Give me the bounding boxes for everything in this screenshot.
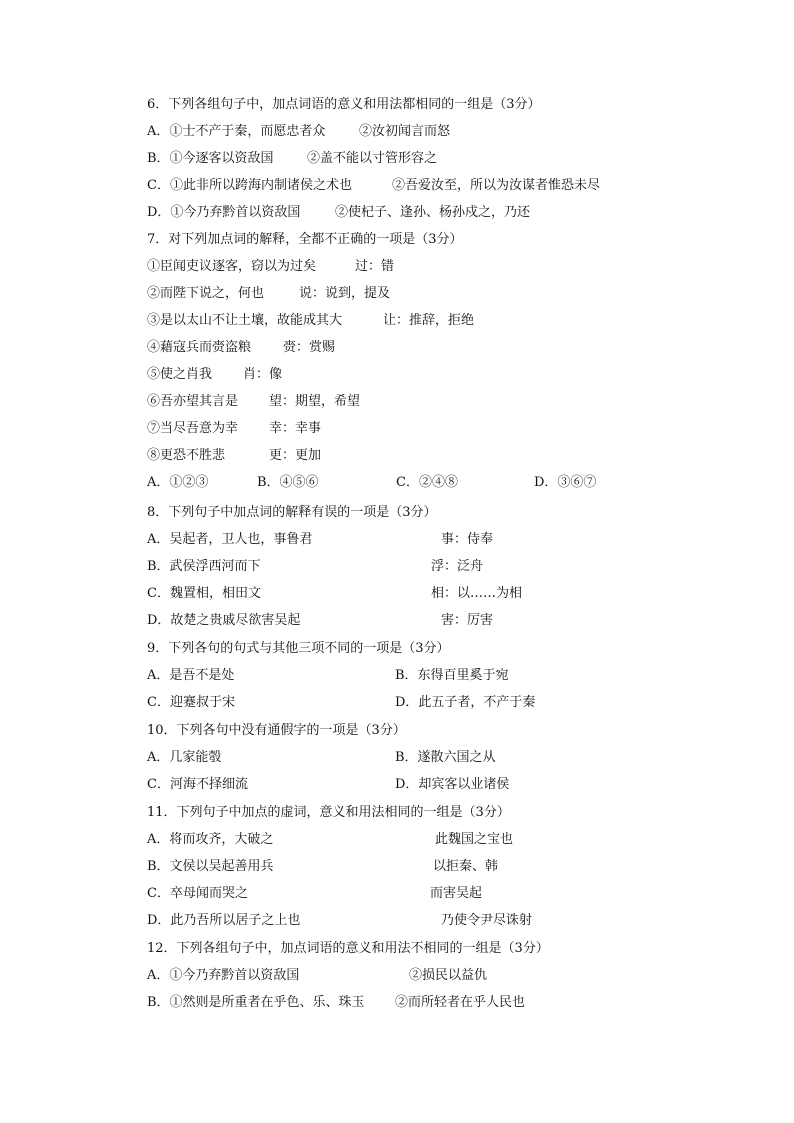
q8-c-sentence: C．魏置相，相田文 [147, 586, 261, 601]
q8-b-gloss: 浮：泛舟 [431, 559, 484, 574]
q7-stem: 7．对下列加点词的解释，全都不正确的一项是（3分） [147, 232, 463, 247]
q8-a-sentence: A．吴起者，卫人也，事鲁君 [147, 532, 313, 547]
q9-option-b: B．东得百里奚于宛 [395, 668, 509, 683]
q6-d-part1: D．①今乃弃黔首以资敌国 [147, 205, 301, 220]
q7-item-4-sentence: ④藉寇兵而赍盗粮 [147, 340, 252, 355]
q11-b-part1: B．文侯以吴起善用兵 [147, 859, 274, 874]
q6-b-part2: ②盖不能以寸管形容之 [307, 151, 438, 166]
q7-item-6-gloss: 望：期望，希望 [269, 394, 361, 409]
q11-stem: 11．下列句子中加点的虚词，意义和用法相同的一组是（3分） [147, 805, 510, 820]
q7-item-2-gloss: 说：说到，提及 [299, 286, 391, 301]
q7-item-5-gloss: 肖：像 [243, 367, 283, 382]
q7-item-4-gloss: 赍：赏赐 [283, 340, 336, 355]
q11-a-part1: A．将而攻齐，大破之 [147, 832, 274, 847]
q12-b-part2: ②而所轻者在乎人民也 [395, 995, 526, 1010]
q10-option-b: B．遂散六国之从 [395, 750, 496, 765]
q9-stem: 9．下列各句的句式与其他三项不同的一项是（3分） [147, 641, 450, 656]
q10-option-c: C．河海不择细流 [147, 777, 248, 792]
q7-item-5-sentence: ⑤使之肖我 [147, 367, 213, 382]
q10-option-a: A．几家能彀 [147, 750, 222, 765]
q7-option-a: A．①②③ [147, 475, 209, 490]
q12-b-part1: B．①然则是所重者在乎色、乐、珠玉 [147, 995, 365, 1010]
q7-item-7-sentence: ⑦当尽吾意为幸 [147, 421, 239, 436]
q8-b-sentence: B．武侯浮西河而下 [147, 559, 261, 574]
q6-a-part1: A．①士不产于秦，而愿忠者众 [147, 124, 326, 139]
q7-item-6-sentence: ⑥吾亦望其言是 [147, 394, 239, 409]
q7-option-b: B．④⑤⑥ [257, 475, 319, 490]
q7-item-8-sentence: ⑧更恐不胜悲 [147, 448, 226, 463]
q6-d-part2: ②使杞子、逢孙、杨孙戍之，乃还 [335, 205, 531, 220]
q9-option-d: D．此五子者，不产于秦 [395, 695, 536, 710]
q7-item-3-gloss: 让：推辞，拒绝 [383, 313, 475, 328]
q7-item-2-sentence: ②而陛下说之，何也 [147, 286, 265, 301]
q7-option-c: C．②④⑧ [396, 475, 458, 490]
q9-option-c: C．迎蹇叔于宋 [147, 695, 235, 710]
q11-d-part1: D．此乃吾所以居子之上也 [147, 913, 301, 928]
q12-a-part2: ②损民以益仇 [409, 968, 488, 983]
q6-c-part1: C．①此非所以跨海内制诸侯之术也 [147, 178, 352, 193]
q7-option-d: D．③⑥⑦ [534, 475, 597, 490]
q10-stem: 10．下列各句中没有通假字的一项是（3分） [147, 723, 406, 738]
q7-item-3-sentence: ③是以太山不让土壤，故能成其大 [147, 313, 343, 328]
q8-d-sentence: D．故楚之贵戚尽欲害吴起 [147, 613, 301, 628]
q11-d-part2: 乃使令尹尽诛射 [441, 913, 533, 928]
q7-item-1-gloss: 过：错 [355, 259, 395, 274]
q11-a-part2: 此魏国之宝也 [435, 832, 514, 847]
q6-c-part2: ②吾爱汝至，所以为汝谋者惟恐未尽 [392, 178, 601, 193]
q11-c-part2: 而害吴起 [430, 886, 483, 901]
q12-a-part1: A．①今乃弃黔首以资敌国 [147, 968, 300, 983]
q8-d-gloss: 害：厉害 [441, 613, 494, 628]
q8-c-gloss: 相：以……为相 [431, 586, 523, 601]
q11-c-part1: C．卒母闻而哭之 [147, 886, 248, 901]
q6-b-part1: B．①今逐客以资敌国 [147, 151, 274, 166]
q10-option-d: D．却宾客以业诸侯 [395, 777, 510, 792]
q8-a-gloss: 事：侍奉 [441, 532, 494, 547]
q6-stem: 6．下列各组句子中，加点词语的意义和用法都相同的一组是（3分） [147, 97, 541, 112]
q7-item-1-sentence: ①臣闻吏议逐客，窃以为过矣 [147, 259, 317, 274]
q7-item-7-gloss: 幸：幸事 [269, 421, 322, 436]
q6-a-part2: ②汝初闻言而怒 [359, 124, 451, 139]
q7-item-8-gloss: 更：更加 [269, 448, 322, 463]
q11-b-part2: 以拒秦、韩 [433, 859, 499, 874]
q9-option-a: A．是吾不是处 [147, 668, 235, 683]
q8-stem: 8．下列句子中加点词的解释有误的一项是（3分） [147, 505, 437, 520]
q12-stem: 12．下列各组句子中，加点词语的意义和用法不相同的一组是（3分） [147, 941, 549, 956]
